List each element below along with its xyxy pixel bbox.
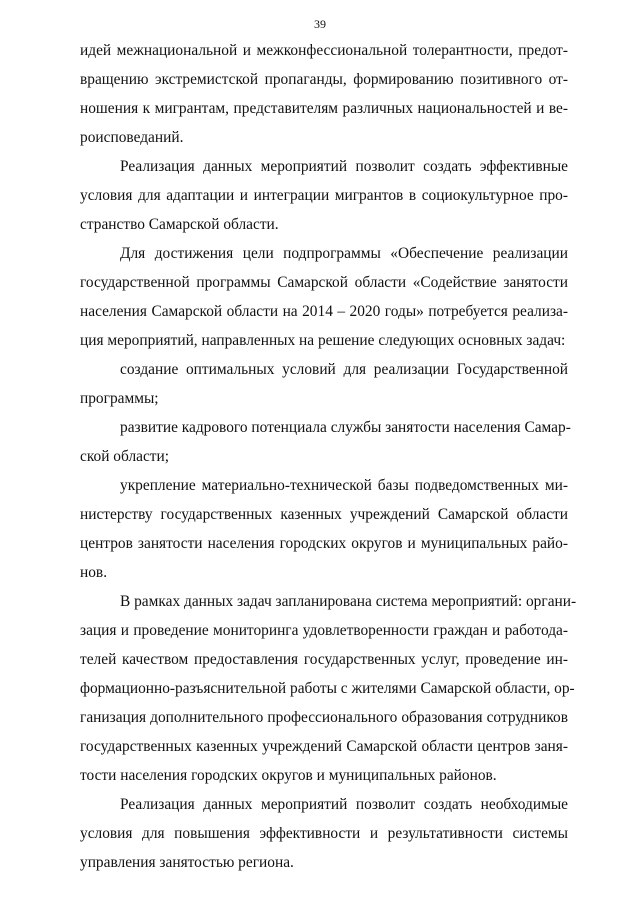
text-line: нистерству государственных казенных учреждений Самарской области bbox=[80, 506, 568, 523]
text-line: телей качеством предоставления государственных услуг, проведение ин- bbox=[80, 651, 568, 668]
text-line: Для достижения цели подпрограммы «Обеспечение реализации bbox=[120, 245, 568, 262]
paragraph bbox=[80, 36, 568, 152]
text-line: центров занятости населения городских округов и муниципальных райо- bbox=[80, 535, 568, 552]
text-line: Реализация данных мероприятий позволит создать необходимые bbox=[120, 796, 568, 813]
text-line: развитие кадрового потенциала службы занятости населения Самар- bbox=[120, 419, 571, 436]
text-line: Реализация данных мероприятий позволит создать эффективные bbox=[120, 158, 568, 175]
text-line: тости населения городских округов и муниципальных районов. bbox=[80, 767, 497, 784]
list-item bbox=[80, 413, 571, 471]
text-line: условия для повышения эффективности и результативности системы bbox=[80, 825, 568, 842]
text-line: государственных казенных учреждений Самарской области центров заня- bbox=[80, 738, 568, 755]
text-line: нов. bbox=[80, 564, 108, 581]
text-line: укрепление материально-технической базы подведомственных ми- bbox=[120, 477, 568, 494]
document-body bbox=[80, 36, 577, 877]
page-number: 39 bbox=[314, 17, 326, 31]
text-line: программы; bbox=[80, 390, 159, 407]
text-line: роисповеданий. bbox=[80, 129, 184, 146]
text-line: государственной программы Самарской области «Содействие занятости bbox=[80, 274, 568, 291]
text-line: зация и проведение мониторинга удовлетворенности граждан и работода- bbox=[80, 622, 568, 639]
paragraph bbox=[80, 152, 568, 239]
text-line: управления занятостью региона. bbox=[80, 854, 294, 871]
list-item bbox=[80, 471, 568, 587]
text-line: странство Самарской области. bbox=[80, 216, 279, 233]
text-line: условия для адаптации и интеграции мигрантов в социокультурное про- bbox=[80, 187, 568, 204]
text-line: создание оптимальных условий для реализации Государственной bbox=[120, 361, 568, 378]
text-line: ской области; bbox=[80, 448, 170, 465]
text-line: В рамках данных задач запланирована система мероприятий: органи- bbox=[120, 593, 577, 610]
text-line: вращению экстремистской пропаганды, формированию позитивного от- bbox=[80, 71, 568, 88]
paragraph bbox=[80, 239, 568, 355]
list-item bbox=[80, 355, 568, 413]
text-line: формационно-разъяснительной работы с жителями Самарской области, ор- bbox=[80, 680, 575, 697]
text-line: идей межнациональной и межконфессиональной толерантности, предот- bbox=[80, 42, 568, 59]
text-line: ганизация дополнительного профессионального образования сотрудников bbox=[80, 709, 568, 726]
paragraph bbox=[80, 790, 568, 877]
text-line: населения Самарской области на 2014 – 2020 годы» потребуется реализа- bbox=[80, 303, 568, 320]
text-line: ношения к мигрантам, представителям различных национальностей и ве- bbox=[80, 100, 568, 117]
text-line: ция мероприятий, направленных на решение следующих основных задач: bbox=[80, 332, 566, 349]
paragraph bbox=[80, 587, 577, 790]
